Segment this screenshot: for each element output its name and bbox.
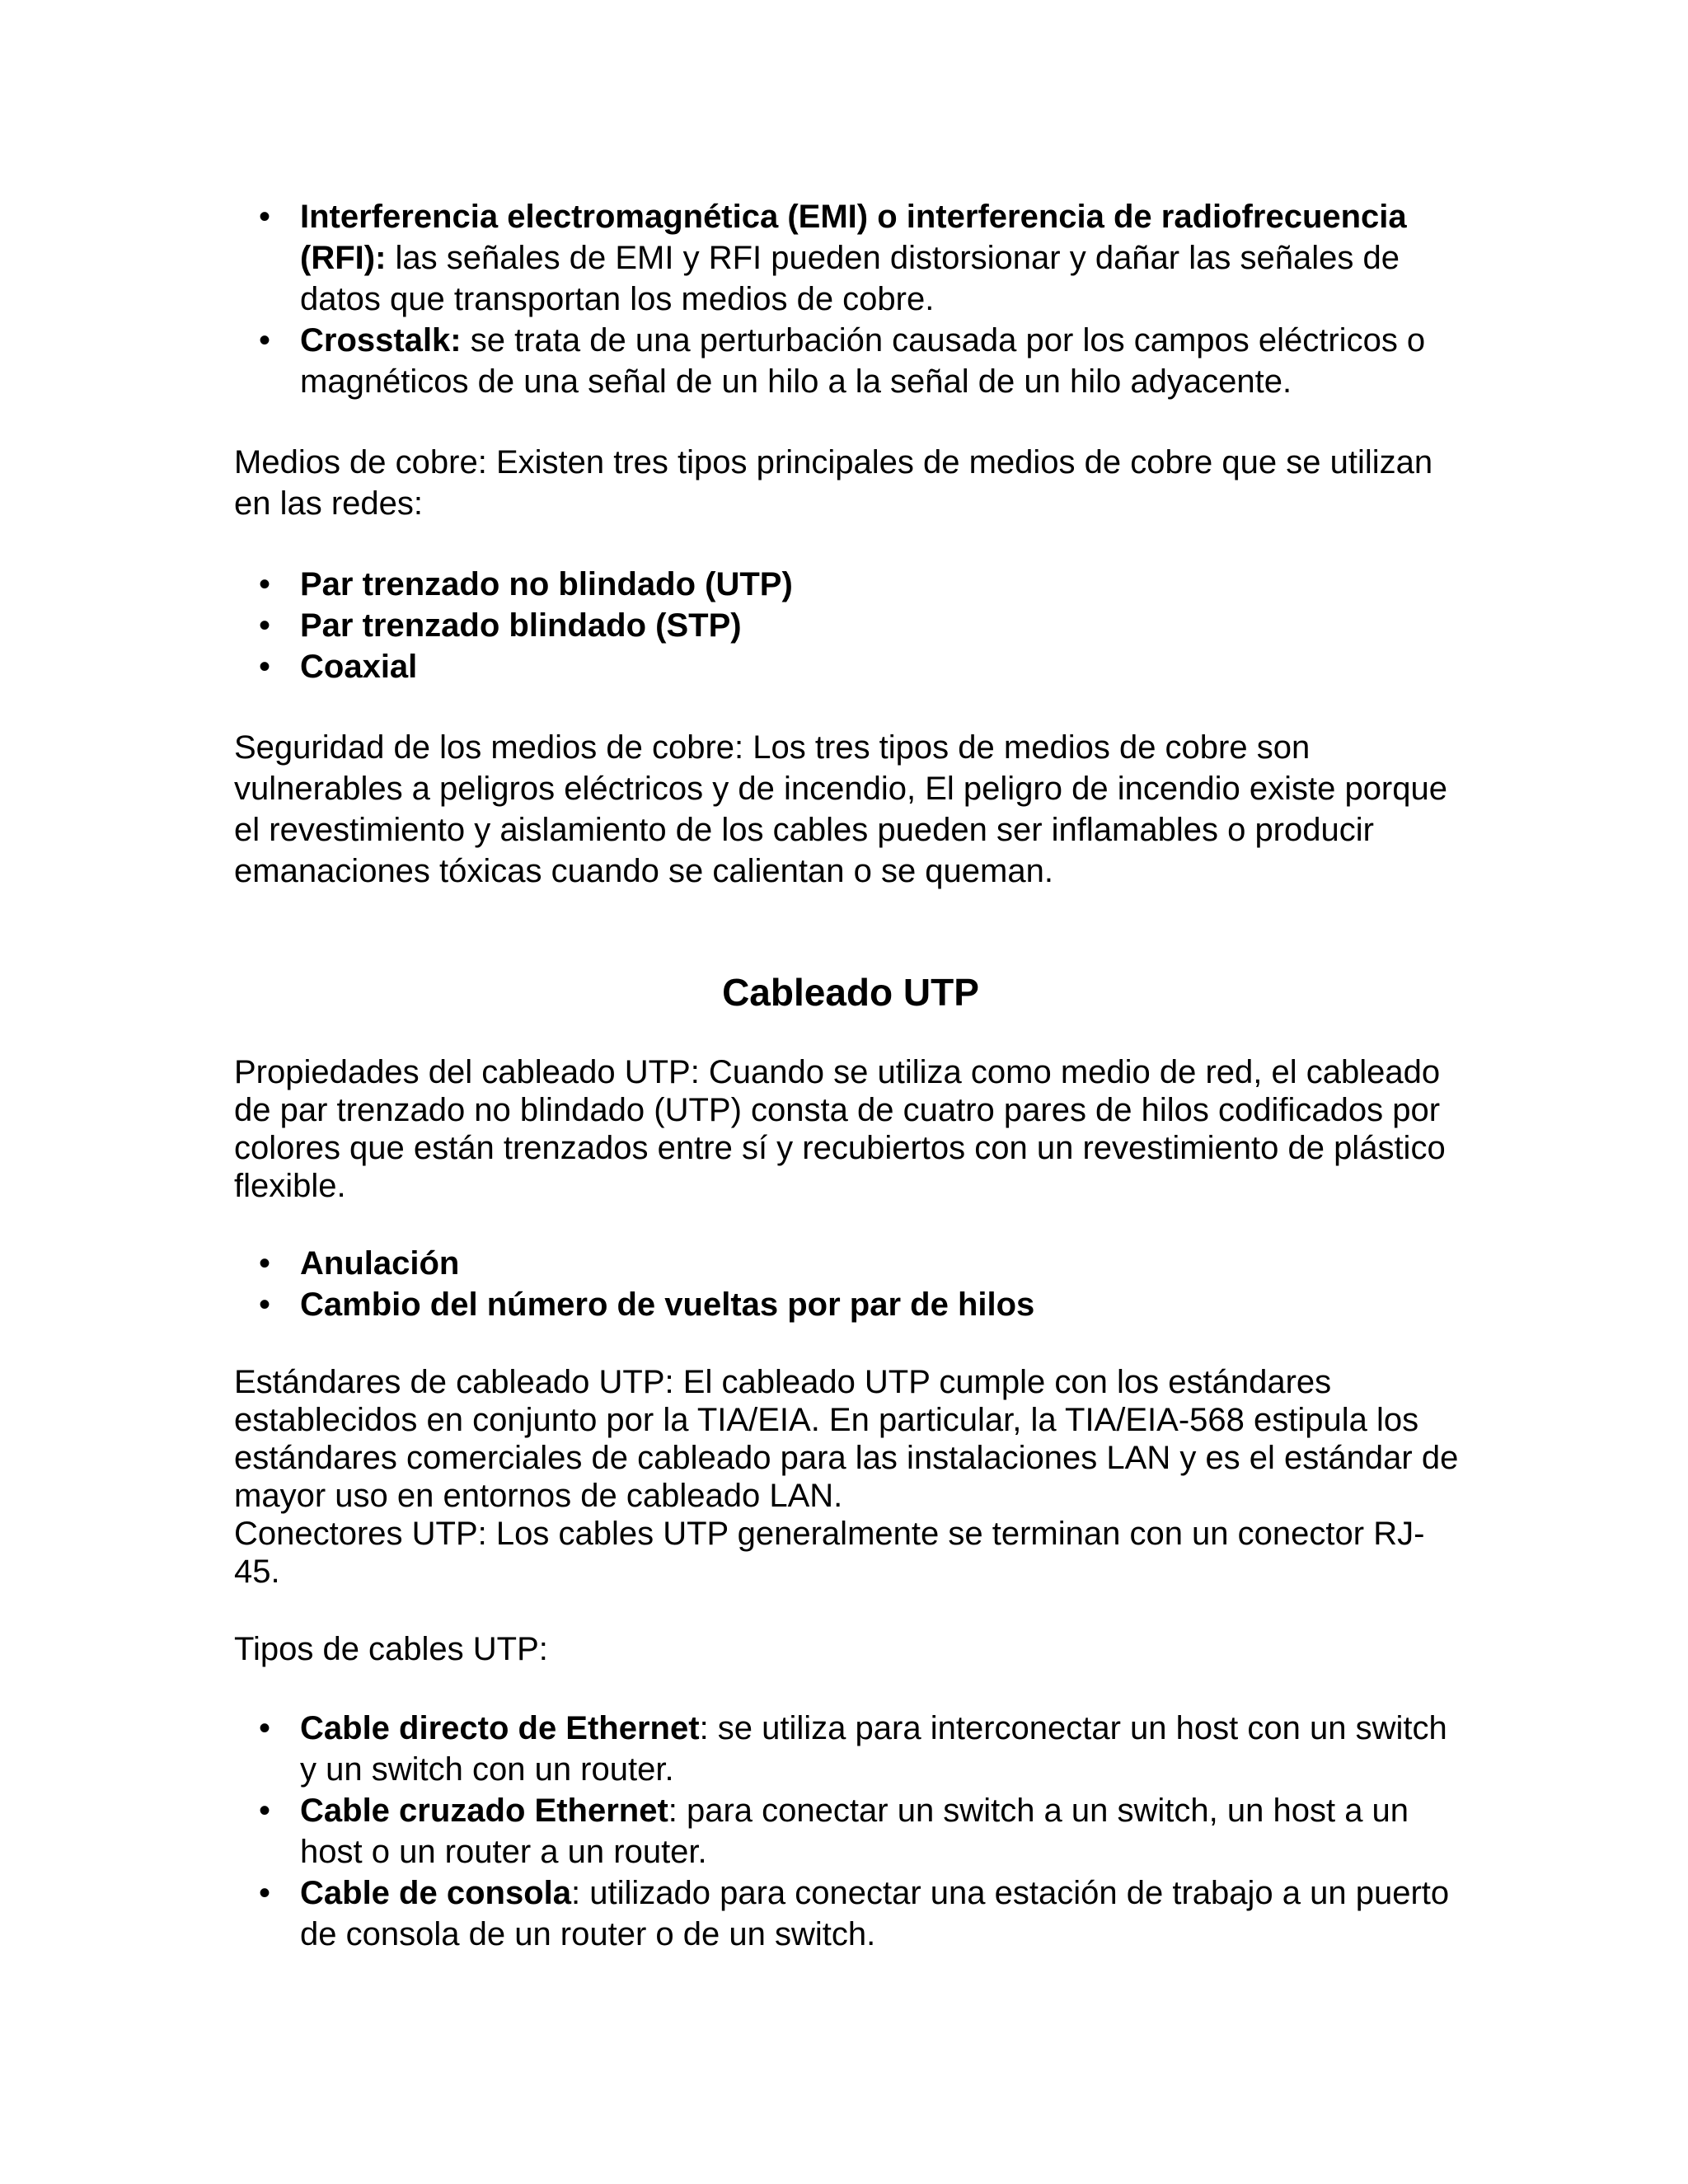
bullet-icon: • (258, 1286, 270, 1323)
paragraph-estandares: Estándares de cableado UTP: El cableado UTP cumple con los estándares establecidos en conjunto por la TIA/EIA. En particular, la TIA/EIA-568 estipula los estándares comerciales de cableado para las instalaciones LAN y es el estándar de mayor uso en entornos de cableado LAN. (234, 1364, 1459, 1514)
list-item (234, 564, 1467, 605)
bullet-icon: • (258, 1710, 270, 1746)
term-label: Interferencia electromagnética (EMI) o interferencia de radiofrecuencia (RFI): (300, 199, 1407, 276)
cable-types-list (234, 1708, 1467, 1955)
term-label: Par trenzado no blindado (UTP) (300, 566, 793, 602)
list-item (234, 196, 1467, 320)
term-description: : utilizado para conectar una estación de trabajo a un puerto de consola de un router o de un switch. (300, 1875, 1450, 1952)
list-item (234, 320, 1467, 402)
media-types-list (234, 564, 1467, 687)
interference-list (234, 196, 1467, 402)
paragraph-propiedades: Propiedades del cableado UTP: Cuando se utiliza como medio de red, el cableado de par trenzado no blindado (UTP) consta de cuatro pares de hilos codificados por colores que están trenzados entre sí y recubiertos con un revestimiento de plástico flexible. (234, 1054, 1446, 1204)
term-label: Cable de consola (300, 1875, 571, 1911)
paragraph-medios: Medios de cobre: Existen tres tipos principales de medios de cobre que se utilizan en las redes: (234, 444, 1433, 522)
list-item (234, 1708, 1467, 1790)
term-label: Cable cruzado Ethernet (300, 1793, 668, 1829)
utp-properties-list (234, 1243, 1467, 1325)
term-label: Cambio del número de vueltas por par de hilos (300, 1286, 1035, 1323)
term-label: Par trenzado blindado (STP) (300, 607, 742, 644)
term-label: Coaxial (300, 649, 418, 685)
list-item (234, 1284, 1467, 1325)
term-description: las señales de EMI y RFI pueden distorsionar y dañar las señales de datos que transportan los medios de cobre. (300, 240, 1400, 317)
term-description: : para conectar un switch a un switch, un host a un host o un router a un router. (300, 1793, 1409, 1870)
term-description: se trata de una perturbación causada por los campos eléctricos o magnéticos de una señal de un hilo a la señal de un hilo adyacente. (300, 322, 1426, 400)
bullet-icon: • (258, 1793, 270, 1829)
list-item (234, 1243, 1467, 1284)
term-label: Anulación (300, 1245, 460, 1282)
list-item (234, 1790, 1467, 1872)
paragraph-seguridad: Seguridad de los medios de cobre: Los tres tipos de medios de cobre son vulnerables a peligros eléctricos y de incendio, El peligro de incendio existe porque el revestimiento y aislamiento de los cables pueden ser inflamables o producir emanaciones tóxicas cuando se calientan o se queman. (234, 729, 1447, 889)
bullet-icon: • (258, 607, 270, 644)
term-label: Crosstalk: (300, 322, 462, 359)
paragraph-tipos: Tipos de cables UTP: (234, 1631, 548, 1667)
list-item (234, 1872, 1467, 1955)
page-content (234, 196, 1467, 1955)
bullet-icon: • (258, 566, 270, 602)
section-heading: Cableado UTP (722, 971, 979, 1014)
term-description: : se utiliza para interconectar un host con un switch y un switch con un router. (300, 1710, 1447, 1788)
bullet-icon: • (258, 1875, 270, 1911)
paragraph-conectores: Conectores UTP: Los cables UTP generalmente se terminan con un conector RJ-45. (234, 1516, 1425, 1590)
bullet-icon: • (258, 649, 270, 685)
term-label: Cable directo de Ethernet (300, 1710, 700, 1746)
bullet-icon: • (258, 199, 270, 235)
bullet-icon: • (258, 322, 270, 359)
list-item (234, 605, 1467, 646)
list-item (234, 646, 1467, 687)
bullet-icon: • (258, 1245, 270, 1282)
